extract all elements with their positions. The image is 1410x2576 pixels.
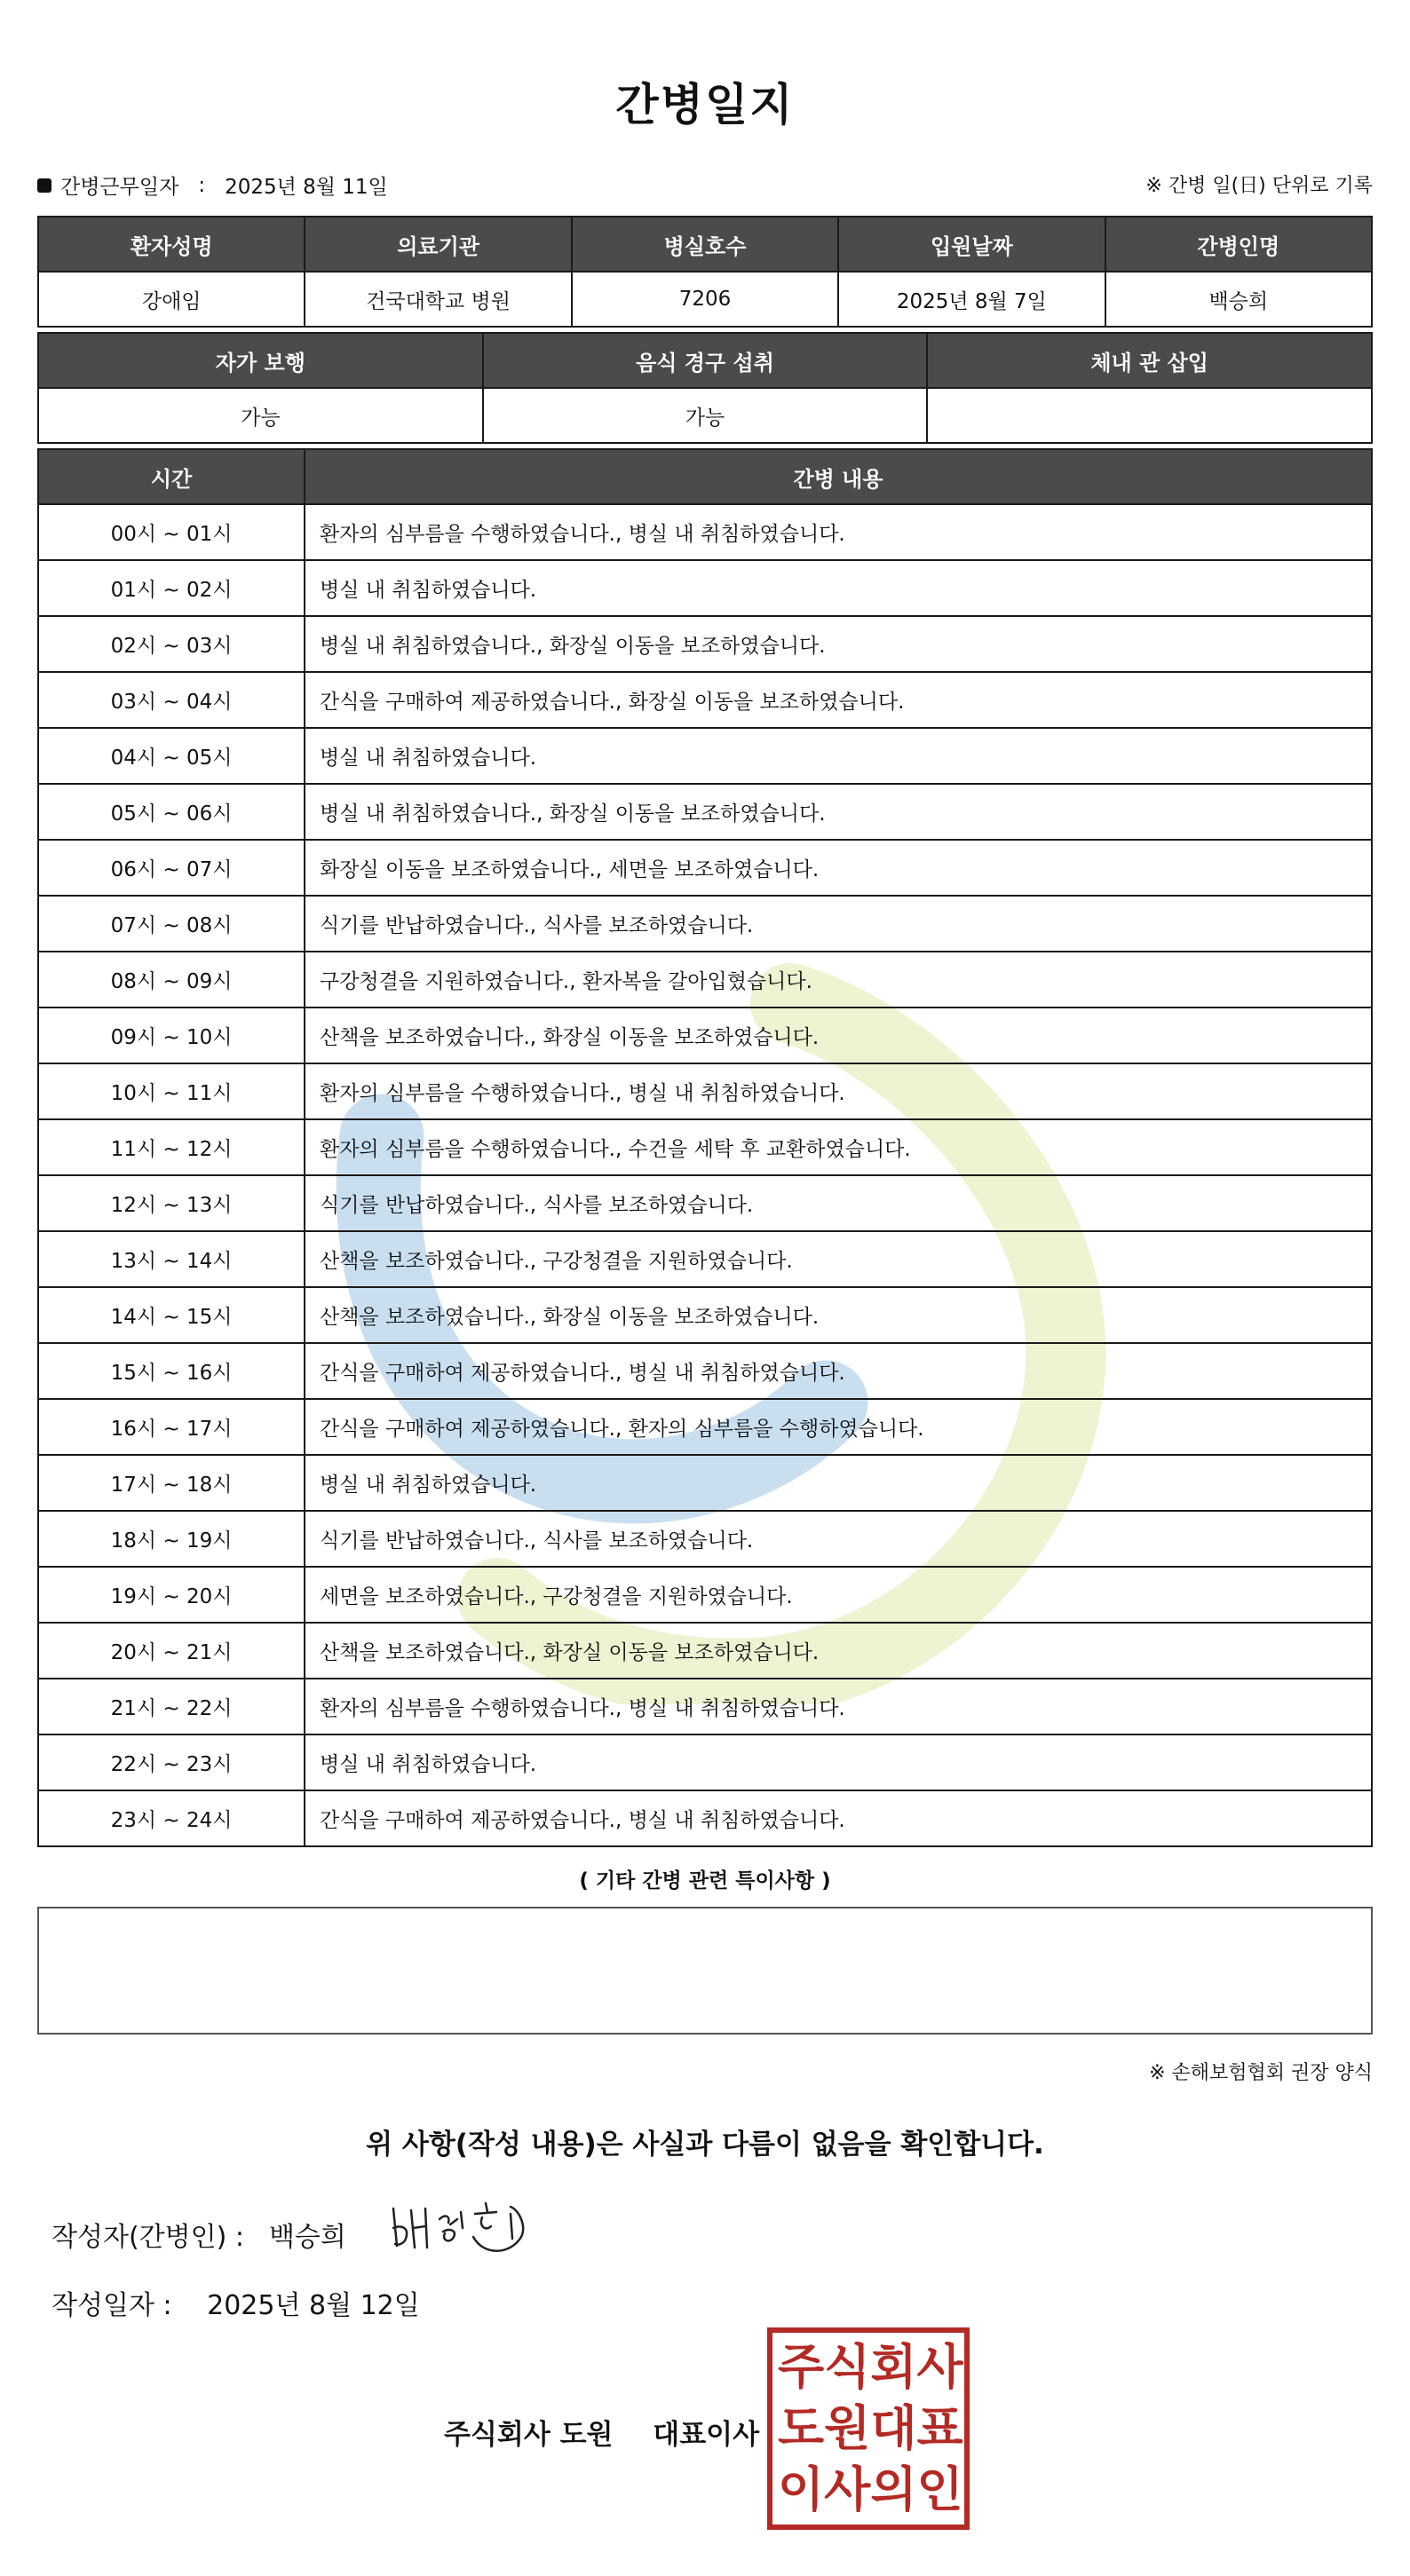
care-log-time: 13시 ~ 14시 — [38, 1231, 305, 1287]
self-walking-value: 가능 — [38, 388, 483, 443]
patient-info-table — [37, 216, 1373, 328]
care-log-row — [38, 616, 1372, 672]
care-log-row — [38, 1119, 1372, 1175]
writer-name: 백승희 — [268, 2222, 346, 2253]
care-log-time: 17시 ~ 18시 — [38, 1455, 305, 1511]
care-log-row — [38, 784, 1372, 840]
care-log-content: 병실 내 취침하였습니다. — [305, 560, 1372, 616]
square-bullet-icon — [37, 178, 51, 193]
care-log-table — [37, 448, 1373, 1847]
care-log-time: 19시 ~ 20시 — [38, 1567, 305, 1623]
seal-character: 주 — [778, 2338, 825, 2395]
written-date-value: 2025년 8월 12일 — [207, 2290, 420, 2321]
care-log-time: 09시 ~ 10시 — [38, 1007, 305, 1063]
care-log-time: 07시 ~ 08시 — [38, 896, 305, 952]
company-seal-stamp — [767, 2327, 970, 2530]
care-log-row — [38, 1734, 1372, 1790]
header-hospital: 의료기관 — [305, 217, 571, 272]
care-log-row — [38, 1343, 1372, 1399]
care-log-time: 16시 ~ 17시 — [38, 1399, 305, 1455]
care-log-content: 환자의 심부름을 수행하였습니다., 병실 내 취침하였습니다. — [305, 1679, 1372, 1734]
care-log-content: 간식을 구매하여 제공하였습니다., 병실 내 취침하였습니다. — [305, 1343, 1372, 1399]
care-log-row — [38, 1287, 1372, 1343]
writer-label: 작성자(간병인) : — [51, 2222, 244, 2253]
oral-intake-value: 가능 — [483, 388, 928, 443]
header-admission-date: 입원날짜 — [838, 217, 1105, 272]
care-log-row — [38, 728, 1372, 784]
confirmation-statement: 위 사항(작성 내용)은 사실과 다름이 없음을 확인합니다. — [366, 2129, 1044, 2161]
care-log-time: 02시 ~ 03시 — [38, 616, 305, 672]
care-log-row — [38, 1567, 1372, 1623]
care-log-row — [38, 1063, 1372, 1119]
care-log-content: 병실 내 취침하였습니다. — [305, 1734, 1372, 1790]
written-date-line — [51, 2283, 420, 2322]
seal-character: 대 — [870, 2399, 917, 2456]
header-room-number: 병실호수 — [572, 217, 838, 272]
care-log-content: 식기를 반납하였습니다., 식사를 보조하였습니다. — [305, 1175, 1372, 1231]
company-rep-title: 대표이사 — [653, 2419, 760, 2451]
care-log-content: 산책을 보조하였습니다., 화장실 이동을 보조하였습니다. — [305, 1007, 1372, 1063]
care-log-content: 병실 내 취침하였습니다., 화장실 이동을 보조하였습니다. — [305, 616, 1372, 672]
care-log-row — [38, 840, 1372, 896]
care-log-time: 12시 ~ 13시 — [38, 1175, 305, 1231]
header-patient-name: 환자성명 — [38, 217, 305, 272]
care-log-time: 04시 ~ 05시 — [38, 728, 305, 784]
patient-name: 강애임 — [38, 272, 305, 327]
care-log-body — [38, 504, 1372, 1846]
care-log-row — [38, 952, 1372, 1007]
care-log-row — [38, 1231, 1372, 1287]
handwritten-signature-icon — [386, 2193, 546, 2264]
care-log-row — [38, 1007, 1372, 1063]
care-log-time: 08시 ~ 09시 — [38, 952, 305, 1007]
care-log-content: 병실 내 취침하였습니다., 화장실 이동을 보조하였습니다. — [305, 784, 1372, 840]
care-log-time: 22시 ~ 23시 — [38, 1734, 305, 1790]
header-tube-insertion: 체내 관 삽입 — [927, 333, 1372, 388]
care-log-time: 21시 ~ 22시 — [38, 1679, 305, 1734]
care-log-time: 20시 ~ 21시 — [38, 1623, 305, 1679]
work-date-line — [37, 170, 1373, 202]
status-header-row — [38, 333, 1372, 388]
special-notes-box — [37, 1907, 1373, 2035]
work-date-colon: : — [198, 173, 206, 197]
seal-character: 이 — [778, 2461, 825, 2518]
header-self-walking: 자가 보행 — [38, 333, 483, 388]
seal-characters — [778, 2336, 963, 2521]
care-log-time: 18시 ~ 19시 — [38, 1511, 305, 1567]
care-log-content: 환자의 심부름을 수행하였습니다., 병실 내 취침하였습니다. — [305, 504, 1372, 560]
care-log-time: 01시 ~ 02시 — [38, 560, 305, 616]
care-log-time: 15시 ~ 16시 — [38, 1343, 305, 1399]
care-log-row — [38, 896, 1372, 952]
care-log-row — [38, 504, 1372, 560]
care-log-content: 병실 내 취침하였습니다. — [305, 1455, 1372, 1511]
seal-character: 사 — [916, 2338, 963, 2395]
header-oral-intake: 음식 경구 섭취 — [483, 333, 928, 388]
care-log-row — [38, 1399, 1372, 1455]
care-log-time: 06시 ~ 07시 — [38, 840, 305, 896]
seal-character: 도 — [778, 2399, 825, 2456]
care-log-content: 식기를 반납하였습니다., 식사를 보조하였습니다. — [305, 896, 1372, 952]
care-log-row — [38, 672, 1372, 728]
hospital-name: 건국대학교 병원 — [305, 272, 571, 327]
care-log-content: 산책을 보조하였습니다., 화장실 이동을 보조하였습니다. — [305, 1623, 1372, 1679]
admission-date: 2025년 8월 7일 — [838, 272, 1105, 327]
care-log-time: 11시 ~ 12시 — [38, 1119, 305, 1175]
room-number: 7206 — [572, 272, 838, 327]
work-date-value: 2025년 8월 11일 — [225, 176, 388, 199]
care-log-time: 05시 ~ 06시 — [38, 784, 305, 840]
care-log-time: 23시 ~ 24시 — [38, 1790, 305, 1846]
care-log-row — [38, 1511, 1372, 1567]
writer-line — [51, 2215, 346, 2254]
care-log-content: 산책을 보조하였습니다., 구강청결을 지원하였습니다. — [305, 1231, 1372, 1287]
work-date-label: 간병근무일자 — [60, 176, 179, 199]
care-log-content: 환자의 심부름을 수행하였습니다., 수건을 세탁 후 교환하였습니다. — [305, 1119, 1372, 1175]
form-source-note: ※ 손해보험협회 권장 양식 — [1149, 2062, 1373, 2084]
tube-insertion-value — [927, 388, 1372, 443]
company-line — [444, 2412, 759, 2452]
record-note: ※ 간병 일(日) 단위로 기록 — [1145, 175, 1373, 197]
page-title: 간병일지 — [615, 79, 795, 130]
care-log-time: 03시 ~ 04시 — [38, 672, 305, 728]
seal-character: 회 — [870, 2338, 917, 2395]
care-log-content: 세면을 보조하였습니다., 구강청결을 지원하였습니다. — [305, 1567, 1372, 1623]
patient-status-table — [37, 332, 1373, 444]
care-log-row — [38, 1623, 1372, 1679]
seal-character: 표 — [916, 2399, 963, 2456]
care-log-row — [38, 1455, 1372, 1511]
seal-character: 원 — [824, 2399, 871, 2456]
care-log-content: 간식을 구매하여 제공하였습니다., 환자의 심부름을 수행하였습니다. — [305, 1399, 1372, 1455]
header-caregiver-name: 간병인명 — [1105, 217, 1372, 272]
care-log-row — [38, 1790, 1372, 1846]
care-log-content: 간식을 구매하여 제공하였습니다., 화장실 이동을 보조하였습니다. — [305, 672, 1372, 728]
status-value-row — [38, 388, 1372, 443]
seal-character: 의 — [870, 2461, 917, 2518]
header-care-content: 간병 내용 — [305, 449, 1372, 504]
care-log-time: 14시 ~ 15시 — [38, 1287, 305, 1343]
patient-info-header-row — [38, 217, 1372, 272]
care-log-content: 식기를 반납하였습니다., 식사를 보조하였습니다. — [305, 1511, 1372, 1567]
special-notes-title: ( 기타 간병 관련 특이사항 ) — [579, 1869, 831, 1892]
company-name: 주식회사 도원 — [444, 2419, 614, 2451]
care-log-header-row — [38, 449, 1372, 504]
care-log-content: 병실 내 취침하였습니다. — [305, 728, 1372, 784]
caregiver-name: 백승희 — [1105, 272, 1372, 327]
care-log-content: 환자의 심부름을 수행하였습니다., 병실 내 취침하였습니다. — [305, 1063, 1372, 1119]
care-log-row — [38, 1679, 1372, 1734]
care-log-content: 구강청결을 지원하였습니다., 환자복을 갈아입혔습니다. — [305, 952, 1372, 1007]
care-log-content: 산책을 보조하였습니다., 화장실 이동을 보조하였습니다. — [305, 1287, 1372, 1343]
care-log-time: 10시 ~ 11시 — [38, 1063, 305, 1119]
header-time: 시간 — [38, 449, 305, 504]
seal-character: 인 — [916, 2461, 963, 2518]
care-log-row — [38, 1175, 1372, 1231]
seal-character: 식 — [824, 2338, 871, 2395]
seal-character: 사 — [824, 2461, 871, 2518]
care-log-time: 00시 ~ 01시 — [38, 504, 305, 560]
work-date — [37, 170, 388, 200]
care-log-row — [38, 560, 1372, 616]
care-log-content: 간식을 구매하여 제공하였습니다., 병실 내 취침하였습니다. — [305, 1790, 1372, 1846]
patient-info-value-row — [38, 272, 1372, 327]
care-log-content: 화장실 이동을 보조하였습니다., 세면을 보조하였습니다. — [305, 840, 1372, 896]
written-date-label: 작성일자 : — [51, 2290, 172, 2321]
